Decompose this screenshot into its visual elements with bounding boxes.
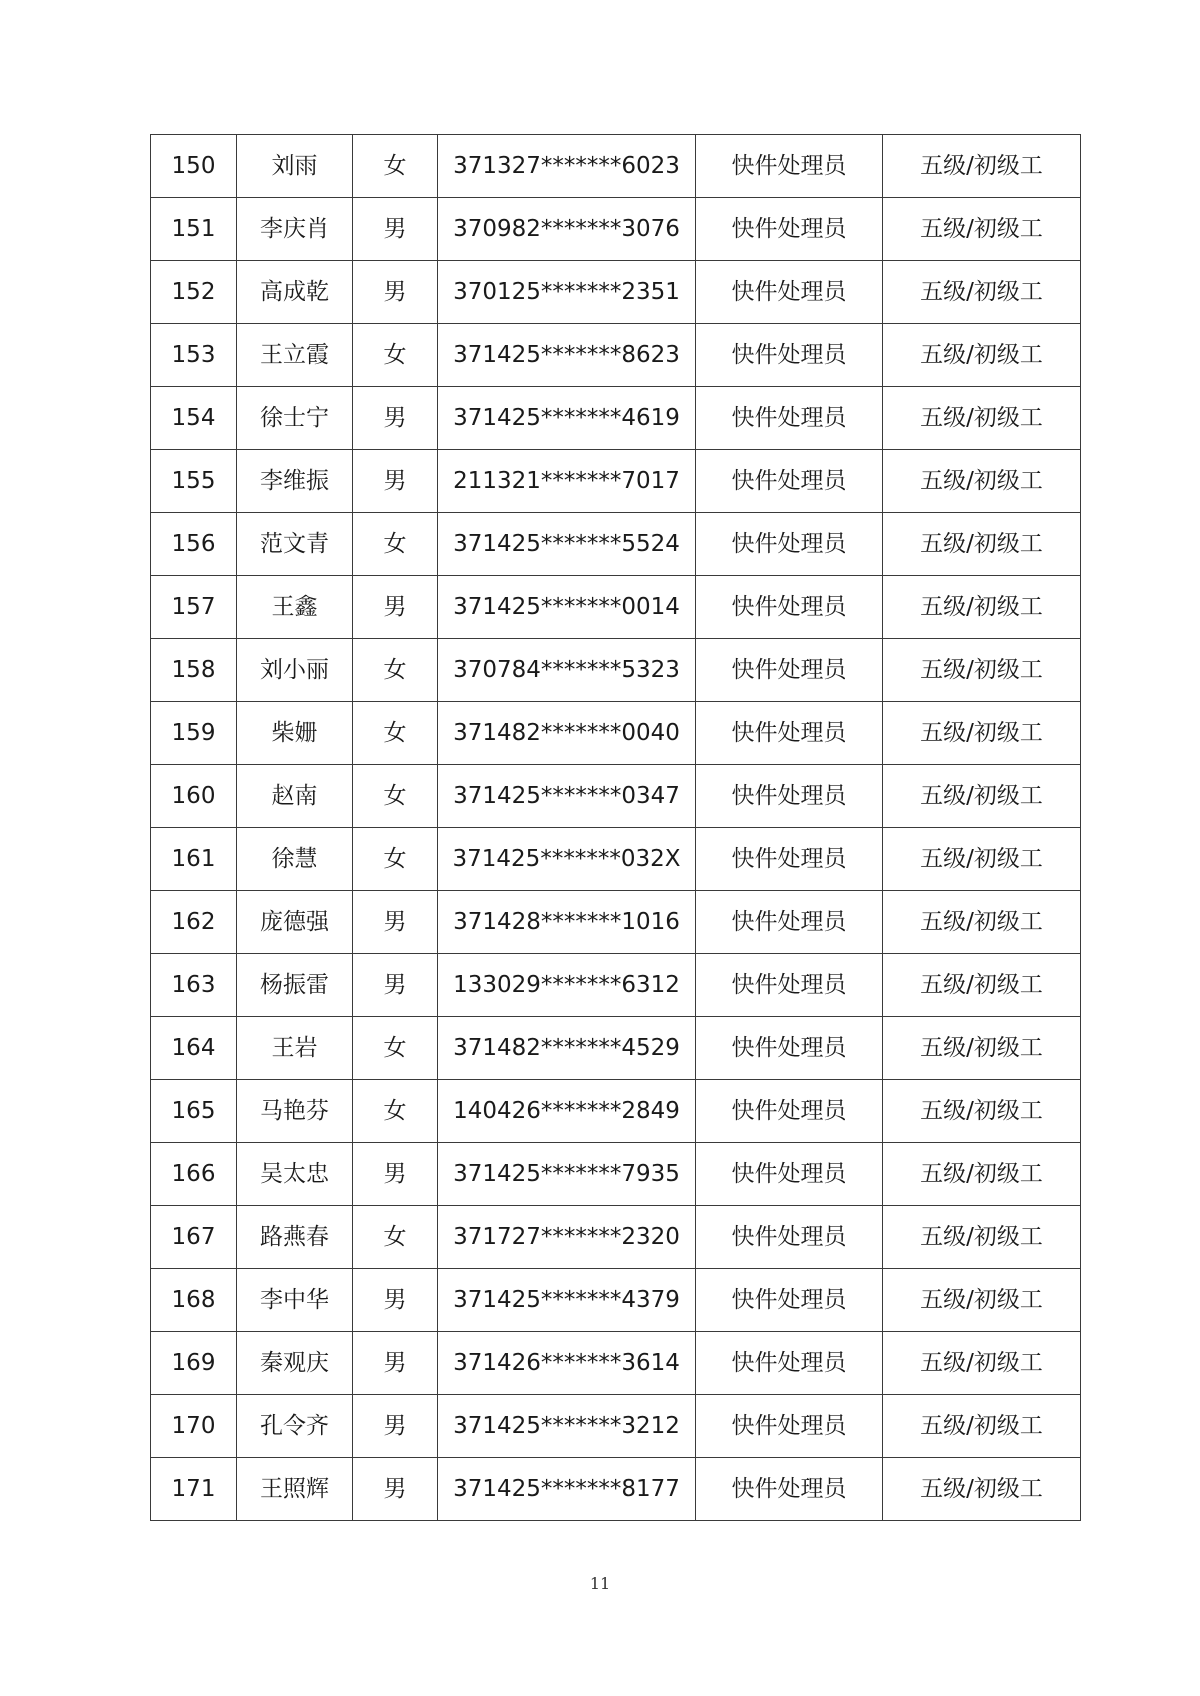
cell-id-number: 371425*******7935 [438,1143,696,1206]
cell-occupation: 快件处理员 [696,1143,883,1206]
cell-name: 庞德强 [237,891,353,954]
table-row [151,1332,1081,1395]
roster-table-body [151,135,1081,1521]
cell-occupation: 快件处理员 [696,1395,883,1458]
table-row [151,450,1081,513]
cell-skill-level: 五级/初级工 [883,198,1081,261]
cell-serial-number: 167 [151,1206,237,1269]
cell-occupation: 快件处理员 [696,1332,883,1395]
cell-occupation: 快件处理员 [696,1080,883,1143]
cell-serial-number: 155 [151,450,237,513]
cell-gender: 男 [353,198,438,261]
cell-serial-number: 152 [151,261,237,324]
cell-id-number: 371428*******1016 [438,891,696,954]
cell-skill-level: 五级/初级工 [883,387,1081,450]
cell-occupation: 快件处理员 [696,576,883,639]
table-row [151,954,1081,1017]
cell-id-number: 371425*******3212 [438,1395,696,1458]
cell-id-number: 371727*******2320 [438,1206,696,1269]
cell-gender: 女 [353,1080,438,1143]
table-row [151,1206,1081,1269]
cell-skill-level: 五级/初级工 [883,576,1081,639]
cell-occupation: 快件处理员 [696,135,883,198]
cell-occupation: 快件处理员 [696,1017,883,1080]
table-row [151,1143,1081,1206]
cell-serial-number: 166 [151,1143,237,1206]
cell-id-number: 371425*******4619 [438,387,696,450]
table-row [151,135,1081,198]
cell-serial-number: 158 [151,639,237,702]
cell-name: 马艳芬 [237,1080,353,1143]
cell-id-number: 370982*******3076 [438,198,696,261]
cell-gender: 男 [353,576,438,639]
cell-gender: 女 [353,702,438,765]
cell-name: 孔令齐 [237,1395,353,1458]
cell-gender: 男 [353,1458,438,1521]
cell-gender: 女 [353,135,438,198]
cell-skill-level: 五级/初级工 [883,828,1081,891]
cell-name: 徐慧 [237,828,353,891]
cell-id-number: 371425*******4379 [438,1269,696,1332]
table-row [151,765,1081,828]
cell-id-number: 371425*******0014 [438,576,696,639]
page-number: 11 [589,1574,611,1593]
cell-gender: 男 [353,1269,438,1332]
cell-skill-level: 五级/初级工 [883,765,1081,828]
cell-gender: 男 [353,1143,438,1206]
cell-id-number: 371425*******0347 [438,765,696,828]
cell-skill-level: 五级/初级工 [883,261,1081,324]
table-row [151,387,1081,450]
cell-skill-level: 五级/初级工 [883,1395,1081,1458]
cell-id-number: 371425*******5524 [438,513,696,576]
cell-serial-number: 163 [151,954,237,1017]
cell-name: 李庆肖 [237,198,353,261]
cell-serial-number: 153 [151,324,237,387]
cell-serial-number: 156 [151,513,237,576]
cell-occupation: 快件处理员 [696,765,883,828]
cell-id-number: 371327*******6023 [438,135,696,198]
cell-id-number: 371425*******8623 [438,324,696,387]
cell-occupation: 快件处理员 [696,1458,883,1521]
cell-occupation: 快件处理员 [696,387,883,450]
cell-skill-level: 五级/初级工 [883,891,1081,954]
cell-name: 李维振 [237,450,353,513]
cell-name: 王照辉 [237,1458,353,1521]
cell-serial-number: 169 [151,1332,237,1395]
cell-serial-number: 157 [151,576,237,639]
cell-occupation: 快件处理员 [696,1206,883,1269]
cell-skill-level: 五级/初级工 [883,1143,1081,1206]
cell-name: 路燕春 [237,1206,353,1269]
cell-serial-number: 164 [151,1017,237,1080]
cell-skill-level: 五级/初级工 [883,324,1081,387]
cell-name: 李中华 [237,1269,353,1332]
cell-gender: 男 [353,1332,438,1395]
cell-serial-number: 150 [151,135,237,198]
cell-serial-number: 159 [151,702,237,765]
cell-skill-level: 五级/初级工 [883,513,1081,576]
cell-occupation: 快件处理员 [696,450,883,513]
cell-gender: 女 [353,1206,438,1269]
table-row [151,576,1081,639]
cell-serial-number: 171 [151,1458,237,1521]
cell-occupation: 快件处理员 [696,324,883,387]
cell-occupation: 快件处理员 [696,1269,883,1332]
cell-skill-level: 五级/初级工 [883,1206,1081,1269]
cell-gender: 男 [353,891,438,954]
cell-gender: 男 [353,261,438,324]
cell-serial-number: 161 [151,828,237,891]
table-row [151,702,1081,765]
table-row [151,828,1081,891]
cell-skill-level: 五级/初级工 [883,1017,1081,1080]
cell-occupation: 快件处理员 [696,702,883,765]
cell-skill-level: 五级/初级工 [883,702,1081,765]
table-row [151,198,1081,261]
cell-name: 王鑫 [237,576,353,639]
cell-occupation: 快件处理员 [696,891,883,954]
cell-skill-level: 五级/初级工 [883,639,1081,702]
cell-skill-level: 五级/初级工 [883,1458,1081,1521]
cell-id-number: 133029*******6312 [438,954,696,1017]
cell-occupation: 快件处理员 [696,639,883,702]
cell-id-number: 211321*******7017 [438,450,696,513]
cell-serial-number: 168 [151,1269,237,1332]
cell-occupation: 快件处理员 [696,828,883,891]
table-row [151,1395,1081,1458]
cell-name: 赵南 [237,765,353,828]
cell-id-number: 371482*******4529 [438,1017,696,1080]
cell-serial-number: 162 [151,891,237,954]
table-row [151,513,1081,576]
cell-gender: 女 [353,1017,438,1080]
cell-id-number: 371425*******032X [438,828,696,891]
table-row [151,891,1081,954]
table-row [151,1269,1081,1332]
cell-name: 范文青 [237,513,353,576]
table-row [151,324,1081,387]
cell-occupation: 快件处理员 [696,954,883,1017]
cell-name: 秦观庆 [237,1332,353,1395]
cell-id-number: 371425*******8177 [438,1458,696,1521]
cell-name: 杨振雷 [237,954,353,1017]
cell-serial-number: 160 [151,765,237,828]
cell-gender: 女 [353,765,438,828]
cell-name: 柴姗 [237,702,353,765]
cell-skill-level: 五级/初级工 [883,1269,1081,1332]
cell-serial-number: 151 [151,198,237,261]
cell-gender: 女 [353,513,438,576]
cell-skill-level: 五级/初级工 [883,135,1081,198]
table-row [151,1080,1081,1143]
cell-skill-level: 五级/初级工 [883,1080,1081,1143]
cell-id-number: 371426*******3614 [438,1332,696,1395]
table-row [151,1017,1081,1080]
cell-occupation: 快件处理员 [696,261,883,324]
cell-skill-level: 五级/初级工 [883,450,1081,513]
table-row [151,1458,1081,1521]
cell-gender: 女 [353,324,438,387]
cell-gender: 男 [353,1395,438,1458]
cell-gender: 女 [353,828,438,891]
cell-name: 王岩 [237,1017,353,1080]
table-row [151,639,1081,702]
roster-table [150,134,1081,1521]
cell-name: 王立霞 [237,324,353,387]
cell-name: 吴太忠 [237,1143,353,1206]
cell-id-number: 370784*******5323 [438,639,696,702]
cell-gender: 男 [353,450,438,513]
cell-name: 高成乾 [237,261,353,324]
cell-skill-level: 五级/初级工 [883,1332,1081,1395]
cell-name: 徐士宁 [237,387,353,450]
cell-id-number: 140426*******2849 [438,1080,696,1143]
cell-serial-number: 170 [151,1395,237,1458]
cell-occupation: 快件处理员 [696,513,883,576]
cell-name: 刘小丽 [237,639,353,702]
table-row [151,261,1081,324]
cell-name: 刘雨 [237,135,353,198]
cell-serial-number: 154 [151,387,237,450]
cell-id-number: 371482*******0040 [438,702,696,765]
cell-serial-number: 165 [151,1080,237,1143]
cell-occupation: 快件处理员 [696,198,883,261]
cell-gender: 男 [353,387,438,450]
cell-id-number: 370125*******2351 [438,261,696,324]
cell-gender: 女 [353,639,438,702]
cell-skill-level: 五级/初级工 [883,954,1081,1017]
cell-gender: 男 [353,954,438,1017]
